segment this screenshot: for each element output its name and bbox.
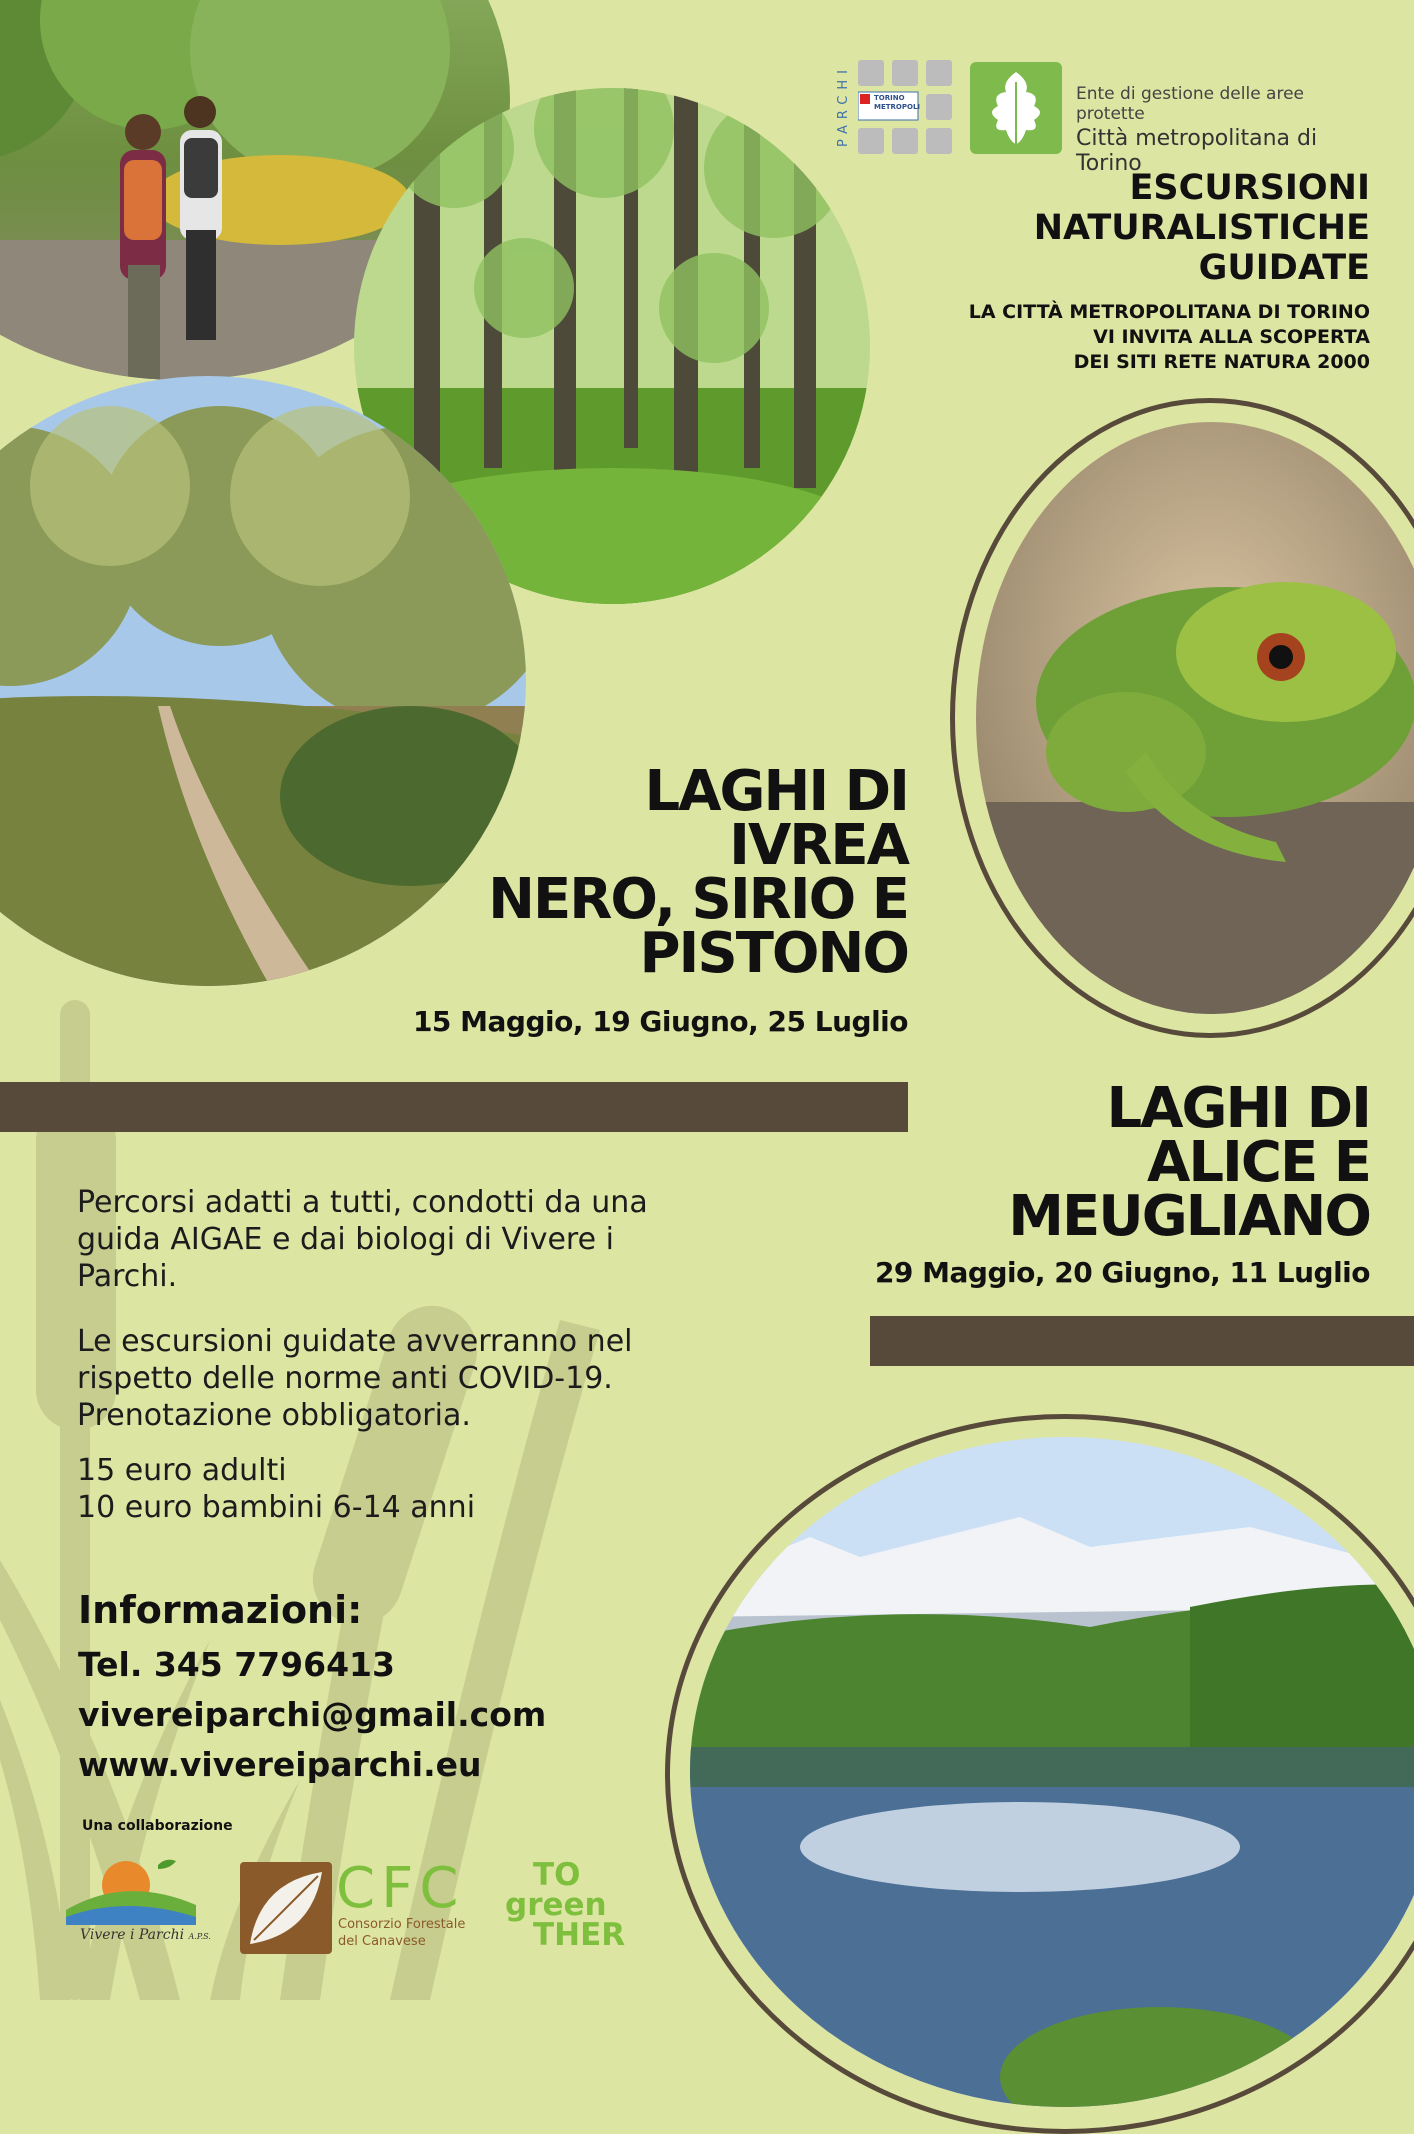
vivere-sun-hills-icon — [66, 1855, 196, 1925]
info-website[interactable]: www.vivereiparchi.eu — [78, 1745, 482, 1784]
togreenther-line-1: TO — [533, 1857, 581, 1893]
subtitle-line-2: VI INVITA ALLA SCOPERTA — [1093, 326, 1370, 348]
details-p2-line-1: Le escursioni guidate avverranno nel — [77, 1324, 633, 1359]
cfc-letters: CFC — [336, 1856, 465, 1921]
title-line-2: NATURALISTICHE — [1033, 208, 1370, 248]
cfc-line-1: Consorzio Forestale — [338, 1917, 466, 1932]
details-p1-line-1: Percorsi adatti a tutti, condotti da una — [77, 1185, 648, 1220]
vivere-aps-text: A.P.S. — [188, 1932, 211, 1941]
price-children: 10 euro bambini 6-14 anni — [77, 1490, 476, 1525]
org-line-2: Città metropolitana di Torino — [1076, 126, 1318, 176]
details-p1-line-3: Parchi. — [77, 1259, 178, 1294]
trip-ivrea-line-4: PISTONO — [639, 921, 908, 986]
subtitle-line-1: LA CITTÀ METROPOLITANA DI TORINO — [968, 301, 1370, 323]
org-name — [1076, 84, 1376, 176]
trip-alice-dates: 29 Maggio, 20 Giugno, 11 Luglio — [874, 1256, 1370, 1289]
collab-label: Una collaborazione — [82, 1818, 233, 1834]
trip-alice — [840, 1076, 1370, 1289]
trip-alice-line-3: MEUGLIANO — [1008, 1184, 1370, 1249]
parchi-logo — [835, 60, 958, 156]
divider-bar-right — [870, 1316, 1414, 1366]
info-block — [78, 1580, 698, 1790]
trip-ivrea-line-1: LAGHI DI — [644, 759, 908, 824]
trip-alice-line-2: ALICE E — [1147, 1130, 1370, 1195]
vivere-i-parchi-logo — [66, 1855, 216, 1955]
cfc-leaf-icon — [240, 1862, 332, 1954]
details-p1-line-2: guida AIGAE e dai biologi di Vivere i — [77, 1222, 614, 1257]
title-block — [850, 168, 1370, 375]
title-line-1: ESCURSIONI — [1129, 168, 1370, 208]
cfc-logo — [240, 1856, 490, 1954]
togreenther-line-2: green — [505, 1887, 607, 1923]
info-heading: Informazioni: — [78, 1588, 363, 1632]
price-adults: 15 euro adulti — [77, 1453, 287, 1488]
togreenther-line-3: THER — [533, 1917, 626, 1953]
info-email[interactable]: vivereiparchi@gmail.com — [78, 1695, 547, 1734]
details-p2-line-2: rispetto delle norme anti COVID-19. — [77, 1361, 613, 1396]
oak-leaf-logo — [970, 62, 1062, 154]
title-line-3: GUIDATE — [1198, 248, 1370, 288]
torino-badge-text: TORINO METROPOLI — [874, 94, 921, 111]
trip-ivrea — [380, 759, 908, 1038]
divider-bar-left — [0, 1082, 908, 1132]
lake-photo — [690, 1437, 1414, 2107]
trip-ivrea-line-2: IVREA — [729, 813, 908, 878]
details-p2-line-3: Prenotazione obbligatoria. — [77, 1398, 471, 1433]
cfc-line-2: del Canavese — [338, 1934, 426, 1949]
info-phone: Tel. 345 7796413 — [78, 1645, 395, 1684]
trip-ivrea-line-3: NERO, SIRIO E — [488, 867, 908, 932]
togreenther-logo — [505, 1857, 655, 1960]
details-block — [77, 1184, 697, 1526]
org-line-1: Ente di gestione delle aree protette — [1076, 84, 1305, 124]
trip-alice-line-1: LAGHI DI — [1106, 1076, 1370, 1141]
trip-ivrea-dates: 15 Maggio, 19 Giugno, 25 Luglio — [412, 1005, 908, 1038]
oak-leaf-icon — [970, 62, 1062, 154]
parchi-vertical-label: PARCHI — [835, 64, 851, 147]
subtitle-line-3: DEI SITI RETE NATURA 2000 — [1073, 351, 1370, 373]
vivere-logo-text: Vivere i Parchi — [80, 1927, 185, 1943]
